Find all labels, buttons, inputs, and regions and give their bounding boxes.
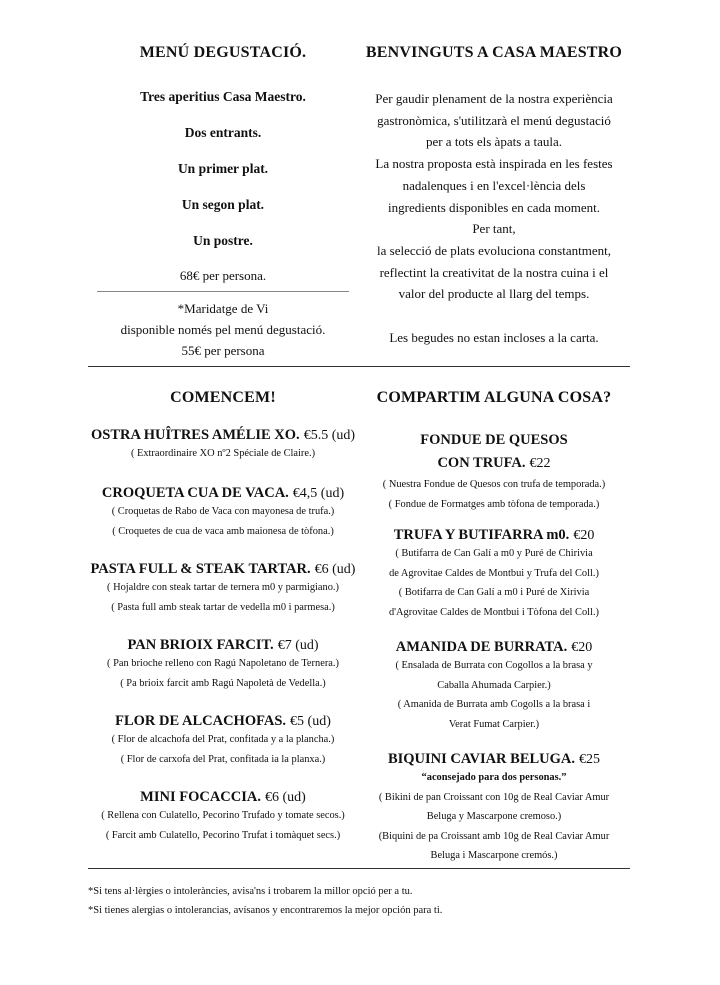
dish-price: €6 (ud): [265, 790, 306, 805]
dish-desc: ( Croquetes de cua de vaca amb maionesa de tòfona.): [112, 525, 334, 537]
allergy-note-es: *Si tienes alergias o intolerancias, avísanos y encontraremos la mejor opción para ti.: [88, 905, 443, 916]
dish-name-cont: CON TRUFA.: [437, 455, 526, 471]
dish-fondue: [362, 428, 626, 514]
dish-name: MINI FOCACCIA.: [140, 789, 261, 805]
dish-desc: (Biquini de pa Croissant amb 10g de Real Caviar Amur: [378, 830, 610, 842]
dish-desc: ( Pan brioche relleno con Ragú Napoletano de Ternera.): [107, 658, 339, 669]
dish-desc: Beluga y Mascarpone cremoso.): [426, 811, 562, 822]
dish-desc: ( Butifarra de Can Galí a m0 y Puré de Chirivia: [395, 548, 593, 559]
welcome-line: nadalenques i en l'excel·lència dels: [402, 177, 586, 193]
dish-desc: ( Ensalada de Burrata con Cogollos a la brasa y: [395, 660, 593, 671]
welcome-line: la selecció de plats evoluciona constantment,: [377, 242, 611, 258]
dish-burrata: [362, 638, 626, 734]
dish-trufa-butifarra: [362, 526, 626, 622]
welcome-line: per a tots els àpats a taula.: [425, 134, 563, 150]
dish-name: CROQUETA CUA DE VACA.: [101, 485, 289, 501]
dish-desc: ( Croquetas de Rabo de Vaca con mayonesa de trufa.): [111, 506, 335, 517]
course-item: Un primer plat.: [177, 161, 269, 176]
pairing-line: disponible només pel menú degustació.: [120, 322, 326, 337]
dish-desc: ( Fondue de Formatges amb tòfona de temporada.): [388, 498, 600, 510]
course-item: Tres aperitius Casa Maestro.: [140, 89, 306, 104]
dish-desc: ( Pa brioix farcit amb Ragú Napoletà de Vedella.): [120, 677, 326, 689]
course-item: Un postre.: [193, 233, 253, 248]
dish-name: TRUFA Y BUTIFARRA m0.: [393, 527, 570, 543]
dish-price: €22: [529, 456, 551, 471]
welcome-line: La nostra proposta està inspirada en les festes: [375, 156, 613, 172]
allergy-note-ca: *Si tens al·lèrgies o intoleràncies, avisa'ns i trobarem la millor opció per a tu.: [88, 886, 413, 897]
dish-name: FONDUE DE QUESOS: [420, 432, 568, 448]
dish-desc: ( Amanida de Burrata amb Cogolls a la brasa i: [397, 699, 591, 710]
footer-divider: [88, 868, 630, 869]
dish-desc: de Agrovitae Caldes de Montbui y Trufa del Coll.): [389, 567, 599, 579]
welcome-line: ingredients disponibles en cada moment.: [388, 199, 600, 215]
pairing-line: 55€ per persona: [181, 343, 265, 358]
pairing-line: *Maridatge de Vi: [177, 301, 269, 316]
dish-desc: d'Agrovitae Caldes de Montbui i Tòfona del Coll.): [388, 606, 600, 618]
dish-desc: ( Flor de carxofa del Prat, confitada ia la planxa.): [120, 753, 326, 765]
dish-price: €5.5 (ud): [303, 428, 356, 443]
tasting-menu-title: MENÚ DEGUSTACIÓ.: [139, 44, 307, 61]
dish-price: €20: [573, 528, 595, 543]
section-divider: [88, 366, 630, 367]
dish-price: €20: [571, 640, 593, 655]
dish-desc: Verat Fumat Carpier.): [448, 718, 540, 730]
welcome-line: reflectint la creativitat de la nostra cuina i el: [379, 264, 609, 280]
dish-desc: ( Extraordinaire XO nº2 Spéciale de Claire.): [130, 448, 316, 459]
course-item: Dos entrants.: [184, 125, 262, 140]
dish-name: PASTA FULL & STEAK TARTAR.: [90, 561, 311, 577]
dish-name: FLOR DE ALCACHOFAS.: [115, 713, 287, 729]
dish-desc: ( Rellena con Culatello, Pecorino Trufado y tomate secos.): [101, 810, 345, 821]
welcome-line: gastronòmica, s'utilitzarà el menú degustació: [377, 112, 611, 128]
dish-desc: ( Nuestra Fondue de Quesos con trufa de temporada.): [382, 479, 606, 490]
drinks-note: Les begudes no estan incloses a la carta.: [389, 330, 599, 345]
dish-name: AMANIDA DE BURRATA.: [395, 639, 568, 655]
dish-pasta-full: [88, 560, 358, 617]
dish-name: OSTRA HUÎTRES AMÉLIE XO.: [90, 427, 300, 443]
dish-desc: ( Flor de alcachofa del Prat, confitada y a la plancha.): [111, 734, 335, 745]
dish-desc: ( Pasta full amb steak tartar de vedella m0 i parmesa.): [111, 601, 335, 613]
dish-desc: Beluga i Mascarpone cremós.): [430, 850, 558, 861]
welcome-text: [362, 88, 626, 305]
start-section-title: COMENCEM!: [170, 389, 276, 406]
welcome-line: valor del producte al llarg del temps.: [398, 286, 590, 302]
dish-biquini: [362, 750, 626, 866]
dish-oyster: [88, 426, 358, 464]
divider: [97, 291, 349, 292]
welcome-line: Per gaudir plenament de la nostra experiència: [375, 91, 613, 106]
dish-subtitle: “aconsejado para dos personas.”: [421, 772, 567, 783]
dish-price: €7 (ud): [277, 638, 319, 653]
dish-price: €4,5 (ud): [292, 486, 345, 501]
dish-name: BIQUINI CAVIAR BELUGA.: [387, 751, 576, 767]
dish-price: €25: [579, 752, 601, 767]
dish-desc: ( Botifarra de Can Galí a m0 i Puré de Xirivia: [398, 587, 590, 598]
share-section-title: COMPARTIM ALGUNA COSA?: [376, 389, 612, 406]
dish-price: €5 (ud): [290, 714, 331, 729]
dish-desc: ( Farcit amb Culatello, Pecorino Trufat i tomàquet secs.): [105, 829, 341, 841]
dish-name: PAN BRIOIX FARCIT.: [127, 637, 274, 653]
course-item: Un segon plat.: [181, 197, 265, 212]
wine-pairing-note: [88, 298, 358, 361]
dish-brioix: [88, 636, 358, 693]
dish-croqueta: [88, 484, 358, 541]
tasting-price: 68€ per persona.: [179, 268, 267, 283]
dish-focaccia: [88, 788, 358, 845]
welcome-title: BENVINGUTS A CASA MAESTRO: [365, 44, 623, 61]
dish-desc: ( Bikini de pan Croissant con 10g de Real Caviar Amur: [378, 791, 610, 803]
dish-desc: ( Hojaldre con steak tartar de ternera m0 y parmigiano.): [107, 582, 339, 593]
dish-price: €6 (ud): [314, 562, 356, 577]
dish-desc: Caballa Ahumada Carpier.): [437, 679, 551, 691]
welcome-line: Per tant,: [472, 221, 516, 237]
dish-alcachofa: [88, 712, 358, 769]
